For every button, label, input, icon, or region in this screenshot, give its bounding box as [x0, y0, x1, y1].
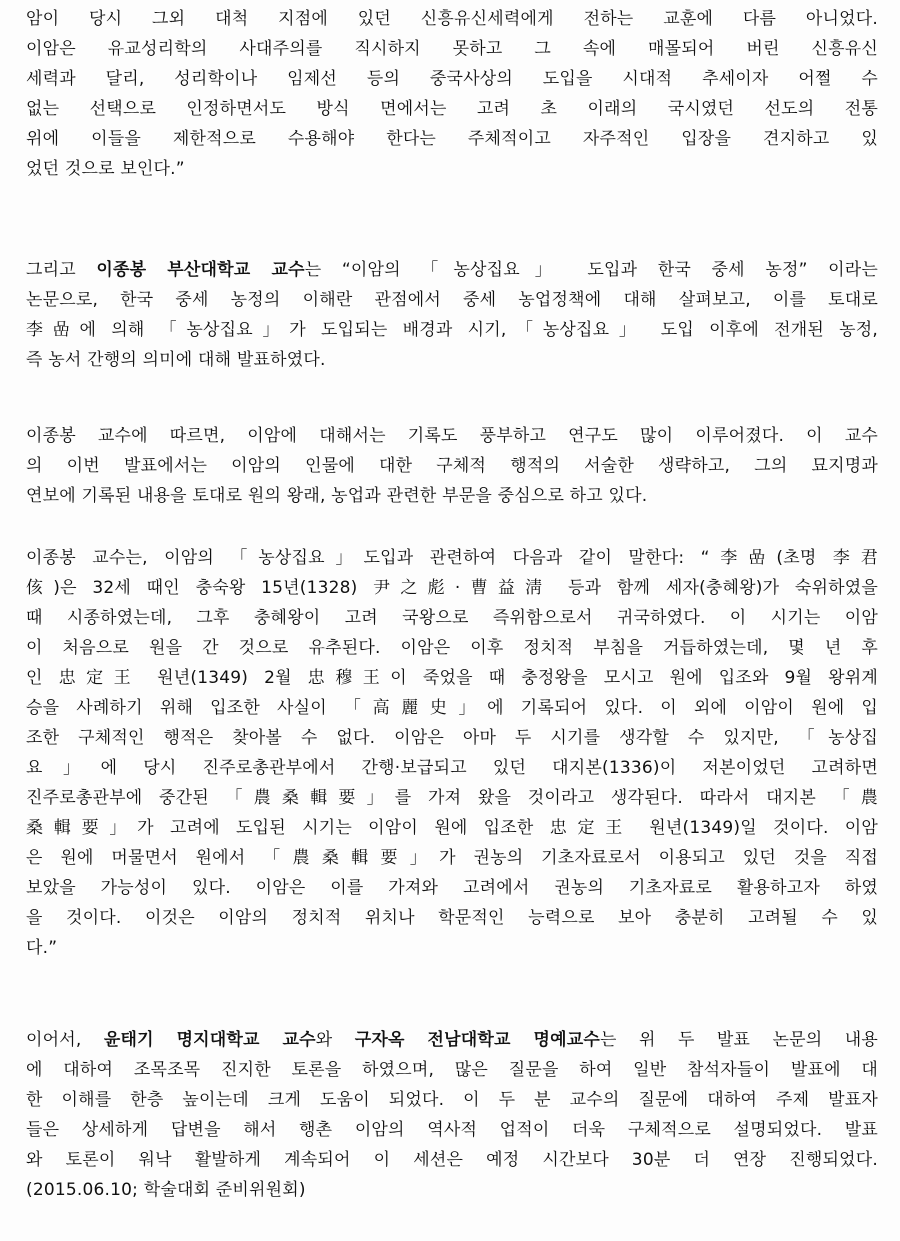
paragraph-quotation	[26, 543, 878, 963]
text-segment: 그리고	[26, 260, 97, 280]
text-line: 이종봉 교수에 따르면, 이암에 대해서는 기록도 풍부하고 연구도 많이 이루어졌다. 이 교수	[26, 426, 878, 446]
date-signature: (2015.06.10; 학술대회 준비위원회)	[26, 1180, 306, 1200]
text-line: 때 시종하였는데, 그후 충혜왕이 고려 국왕으로 즉위함으로서 귀국하였다. 이 시기는 이암	[26, 608, 878, 628]
text-line: 한 이해를 한층 높이는데 크게 도움이 되었다. 이 두 분 교수의 질문에 대하여 주제 발표자	[26, 1090, 878, 1110]
text-line: 암이 당시 그외 대척 지점에 있던 신흥유신세력에게 전하는 교훈에 다름 아니었다.	[26, 9, 878, 29]
paragraph-discussion	[26, 1025, 878, 1205]
text-line: 이 처음으로 원을 간 것으로 유추된다. 이암은 이후 정치적 부침을 거듭하였는데, 몇 년 후	[26, 638, 878, 658]
text-line: 에 대하여 조목조목 진지한 토론을 하였으며, 많은 질문을 하여 일반 참석자들이 발표에 대	[26, 1060, 878, 1080]
text-line: 요」에 당시 진주로총관부에서 간행·보급되고 있던 대지본(1336)이 저본이었던 고려하면	[26, 758, 878, 778]
text-line: 李嵒에 의해 「농상집요」가 도입되는 배경과 시기,「농상집요」 도입 이후에 전개된 농정,	[26, 320, 878, 340]
text-line: 은 원에 머물면서 원에서 「農桑輯要」가 권농의 기초자료로서 이용되고 있던 것을 직접	[26, 848, 878, 868]
text-line: 승을 사례하기 위해 입조한 사실이 「高麗史」에 기록되어 있다. 이 외에 이암이 원에 입	[26, 698, 878, 718]
text-line: 보았을 가능성이 있다. 이암은 이를 가져와 고려에서 권농의 기초자료로 활용하고자 하였	[26, 878, 878, 898]
text-line: 侅)은 32세 때인 충숙왕 15년(1328) 尹之彪·曹益淸 등과 함께 세자(충혜왕)가 숙위하였을	[26, 578, 878, 598]
text-segment: 이어서,	[26, 1030, 104, 1050]
text-line: 논문으로, 한국 중세 농정의 이해란 관점에서 중세 농업정책에 대해 살펴보고, 이를 토대로	[26, 290, 878, 310]
text-line	[26, 1025, 878, 1055]
text-line: 위에 이들을 제한적으로 수용해야 한다는 주체적이고 자주적인 입장을 견지하고 있	[26, 129, 878, 149]
text-segment: 는 “이암의 「농상집요」 도입과 한국 중세 농정” 이라는	[304, 260, 878, 280]
paragraph-research-summary	[26, 421, 878, 511]
presenter-name: 이종봉 부산대학교 교수	[96, 260, 305, 280]
text-line: 없는 선택으로 인정하면서도 방식 면에서는 고려 초 이래의 국시였던 선도의 전통	[26, 99, 878, 119]
text-line: 의 이번 발표에서는 이암의 인물에 대한 구체적 행적의 서술한 생략하고, 그의 묘지명과	[26, 456, 878, 476]
text-line: 들은 상세하게 답변을 해서 행촌 이암의 역사적 업적이 더욱 구체적으로 설명되었다. 발표	[26, 1120, 878, 1140]
text-segment: 와	[315, 1030, 355, 1050]
text-line: 었던 것으로 보인다.”	[26, 159, 185, 179]
text-line: 조한 구체적인 행적은 찾아볼 수 없다. 이암은 아마 두 시기를 생각할 수 있지만, 「농상집	[26, 728, 878, 748]
text-line: 다.”	[26, 938, 58, 958]
discussant-name: 구자옥 전남대학교 명예교수	[354, 1030, 600, 1050]
text-line: 이종봉 교수는, 이암의 「농상집요」도입과 관련하여 다음과 같이 말한다: “李嵒(초명 李君	[26, 548, 878, 568]
paragraph-quote-ending	[26, 4, 878, 184]
text-line: 세력과 달리, 성리학이나 임제선 등의 중국사상의 도입을 시대적 추세이자 어쩔 수	[26, 69, 878, 89]
text-line: 즉 농서 간행의 의미에 대해 발표하였다.	[26, 350, 326, 370]
discussant-name: 윤태기 명지대학교 교수	[103, 1030, 316, 1050]
text-line: 연보에 기록된 내용을 토대로 원의 왕래, 농업과 관련한 부문을 중심으로 하고 있다.	[26, 486, 648, 506]
text-line: 와 토론이 워낙 활발하게 계속되어 이 세션은 예정 시간보다 30분 더 연장 진행되었다.	[26, 1150, 878, 1170]
text-line: 인 忠定王 원년(1349) 2월 忠穆王이 죽었을 때 충정왕을 모시고 원에 입조와 9월 왕위계	[26, 668, 878, 688]
paragraph-second-presentation	[26, 255, 878, 375]
text-line: 진주로총관부에 중간된 「農桑輯要」를 가져 왔을 것이라고 생각된다. 따라서 대지본 「農	[26, 788, 878, 808]
text-line: 이암은 유교성리학의 사대주의를 직시하지 못하고 그 속에 매몰되어 버린 신흥유신	[26, 39, 878, 59]
text-line: 桑輯要」가 고려에 도입된 시기는 이암이 원에 입조한 忠定王 원년(1349)일 것이다. 이암	[26, 818, 878, 838]
text-line: 을 것이다. 이것은 이암의 정치적 위치나 학문적인 능력으로 보아 충분히 고려될 수 있	[26, 908, 878, 928]
text-line	[26, 255, 878, 285]
text-segment: 는 위 두 발표 논문의 내용	[600, 1030, 878, 1050]
